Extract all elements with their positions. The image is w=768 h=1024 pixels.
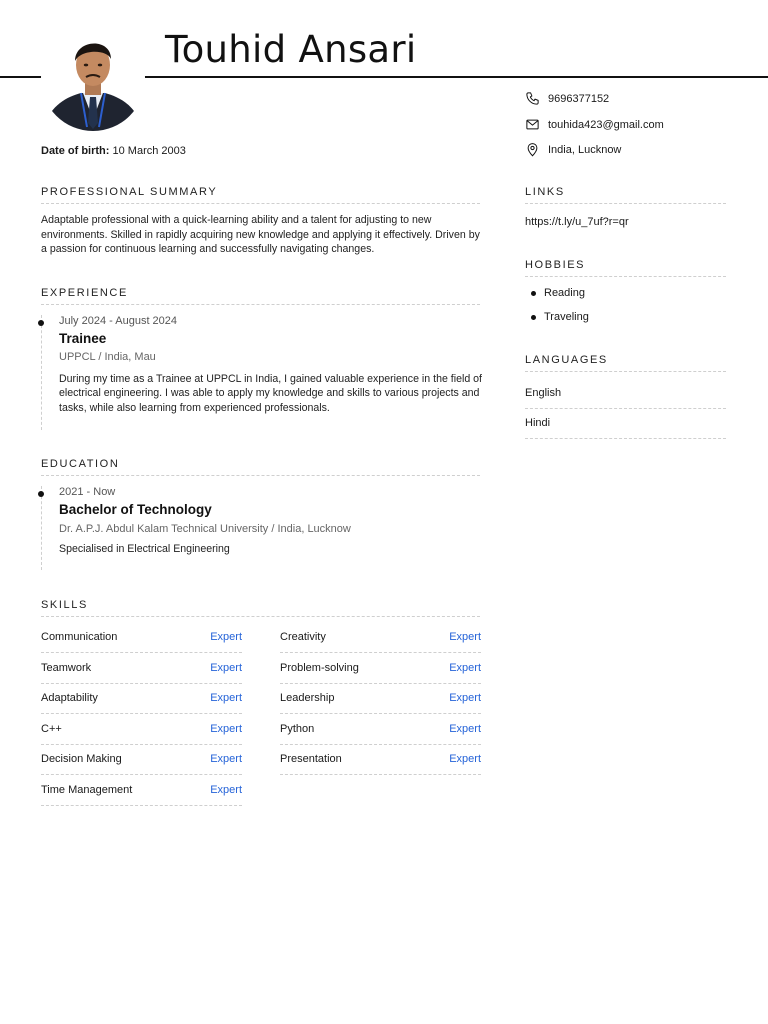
skill-name: Presentation: [280, 753, 342, 765]
skill-row: [280, 683, 481, 714]
skill-name: C++: [41, 723, 62, 735]
contact-phone-text: 9696377152: [548, 92, 610, 105]
skill-name: Problem-solving: [280, 662, 359, 674]
skill-name: Teamwork: [41, 662, 92, 674]
skill-level: Expert: [449, 753, 481, 765]
summary-title: PROFESSIONAL SUMMARY: [41, 186, 480, 204]
skill-level: Expert: [210, 692, 242, 704]
profile-photo: [41, 27, 145, 131]
skill-level: Expert: [210, 784, 242, 796]
skill-row: [41, 714, 242, 745]
language-label: Hindi: [525, 417, 551, 429]
skill-row: [280, 622, 481, 653]
skill-name: Adaptability: [41, 692, 98, 704]
contact-phone[interactable]: [525, 91, 609, 106]
education-date: 2021 - Now: [59, 486, 116, 498]
mail-icon: [525, 117, 540, 132]
bullet-icon: [531, 315, 536, 320]
experience-title: EXPERIENCE: [41, 287, 480, 305]
skill-name: Time Management: [41, 784, 133, 796]
experience-description: During my time as a Trainee at UPPCL in India, I gained valuable experience in the field of electrical engineering. I was able to apply my knowledge and skills to various projects and tasks, while also learning from experienced professionals.: [59, 373, 483, 414]
phone-icon: [525, 91, 540, 106]
contact-email[interactable]: [525, 117, 664, 132]
skill-level: Expert: [449, 723, 481, 735]
experience-entry: [41, 315, 484, 430]
skill-name: Decision Making: [41, 753, 122, 765]
skill-level: Expert: [449, 662, 481, 674]
experience-org: UPPCL / India, Mau: [59, 351, 156, 363]
skill-row: [280, 653, 481, 684]
skill-level: Expert: [210, 723, 242, 735]
skill-row: [41, 775, 242, 806]
hobby-label: Reading: [544, 287, 585, 299]
education-org: Dr. A.P.J. Abdul Kalam Technical University / India, Lucknow: [59, 523, 351, 535]
skill-level: Expert: [210, 662, 242, 674]
skill-name: Leadership: [280, 692, 335, 704]
experience-role: Trainee: [59, 331, 107, 346]
date-of-birth: [41, 145, 186, 157]
skill-row: [41, 683, 242, 714]
hobby-item: [531, 287, 585, 299]
dob-value: 10 March 2003: [112, 145, 186, 157]
hobby-item: [531, 311, 589, 323]
skill-level: Expert: [210, 753, 242, 765]
hobby-label: Traveling: [544, 311, 589, 323]
skill-name: Python: [280, 723, 315, 735]
avatar: [41, 27, 145, 131]
skill-row: [280, 744, 481, 775]
location-pin-icon: [525, 142, 540, 157]
skill-row: [41, 622, 242, 653]
language-item: [525, 408, 726, 439]
timeline-dot: [38, 320, 44, 326]
education-description: Specialised in Electrical Engineering: [59, 543, 230, 555]
contact-location-text: India, Lucknow: [548, 143, 622, 156]
candidate-name: Touhid Ansari: [165, 28, 417, 71]
skill-row: [41, 744, 242, 775]
experience-date: July 2024 - August 2024: [59, 315, 178, 327]
skill-level: Expert: [210, 631, 242, 643]
contact-email-text: touhida423@gmail.com: [548, 118, 664, 131]
skill-level: Expert: [449, 692, 481, 704]
skill-row: [280, 714, 481, 745]
education-degree: Bachelor of Technology: [59, 502, 212, 517]
skill-name: Communication: [41, 631, 118, 643]
languages-title: LANGUAGES: [525, 354, 726, 372]
summary-text: Adaptable professional with a quick-learning ability and a talent for adjusting to new environments. Skilled in rapidly acquiring new knowledge and applying it effectively. Driven by a passion for continuous learning and successfully navigating changes.: [41, 214, 480, 256]
dob-label: Date of birth:: [41, 145, 110, 157]
links-title: LINKS: [525, 186, 726, 204]
contact-location: [525, 142, 621, 157]
education-title: EDUCATION: [41, 458, 480, 476]
education-entry: [41, 486, 484, 570]
hobbies-title: HOBBIES: [525, 259, 726, 277]
language-item: [525, 378, 726, 409]
skill-name: Creativity: [280, 631, 326, 643]
skill-level: Expert: [449, 631, 481, 643]
bullet-icon: [531, 291, 536, 296]
skill-row: [41, 653, 242, 684]
timeline-dot: [38, 491, 44, 497]
skills-title: SKILLS: [41, 599, 480, 617]
portfolio-link[interactable]: https://t.ly/u_7uf?r=qr: [525, 216, 629, 228]
language-label: English: [525, 387, 562, 399]
